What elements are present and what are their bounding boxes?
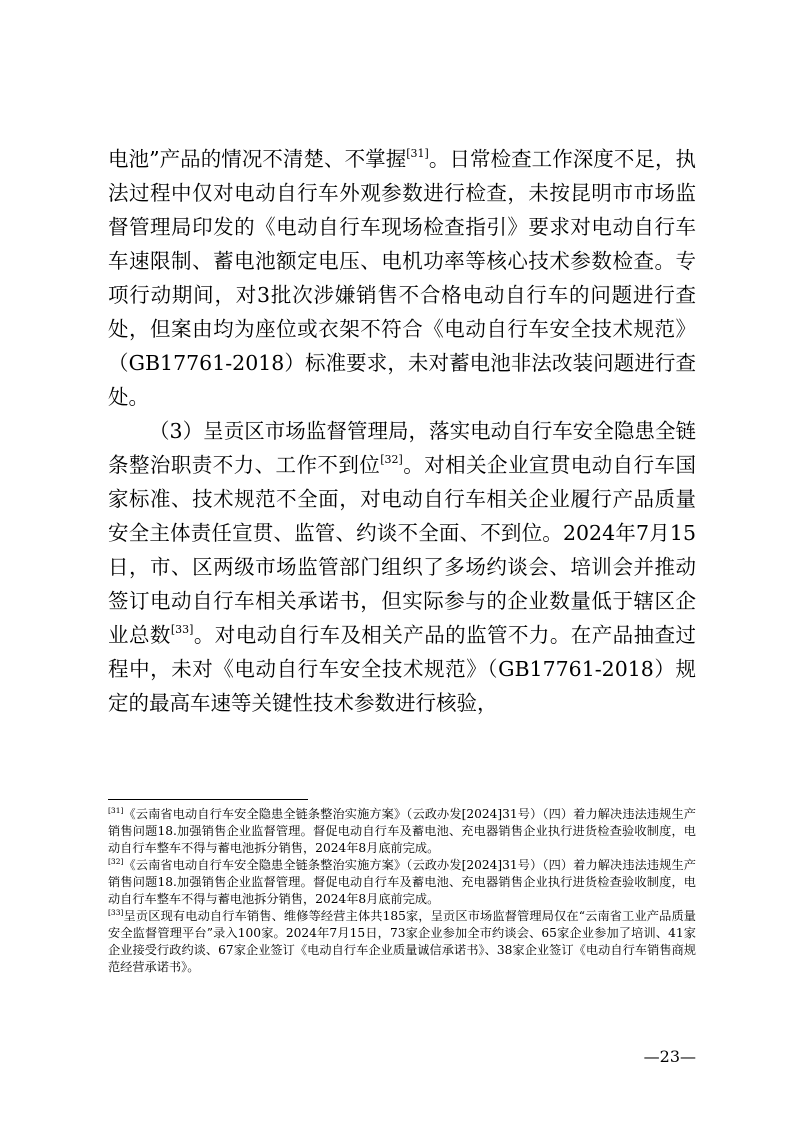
paragraph-text: 电池”产品的情况不清楚、不掌握	[108, 147, 407, 171]
footnote-text: 《云南省电动自行车安全隐患全链条整治实施方案》（云政办发[2024]31号）（四）着力解决违法违规生产销售问题18.加强销售企业监督管理。督促电动自行车及蓄电池、充电器销售企业执行进货检查验收制度，电动自行车整车不得与蓄电池拆分销售，2024年8月底前完成。	[108, 858, 696, 906]
body-text	[108, 142, 696, 720]
paragraph-text: （3）呈贡区市场监督管理局，落实电动自行车安全隐患全链条整治职责不力、工作不到位	[108, 419, 696, 477]
footnote	[108, 806, 696, 857]
footnote	[108, 857, 696, 908]
footnote	[108, 908, 696, 976]
paragraph	[108, 414, 696, 720]
footnotes	[108, 806, 696, 976]
footnote-divider	[108, 799, 308, 800]
paragraph-text: 。日常检查工作深度不足，执法过程中仅对电动自行车外观参数进行检查，未按昆明市市场监督管理局印发的《电动自行车现场检查指引》要求对电动自行车车速限制、蓄电池额定电压、电机功率等核心技术参数检查。专项行动期间，对3批次涉嫌销售不合格电动自行车的问题进行查处，但案由均为座位或衣架不符合《电动自行车安全技术规范》（GB17761-2018）标准要求，未对蓄电池非法改装问题进行查处。	[108, 147, 697, 409]
footnote-text: 《云南省电动自行车安全隐患全链条整治实施方案》（云政办发[2024]31号）（四）着力解决违法违规生产销售问题18.加强销售企业监督管理。督促电动自行车及蓄电池、充电器销售企业执行进货检查验收制度，电动自行车整车不得与蓄电池拆分销售，2024年8月底前完成。	[108, 807, 696, 855]
footnote-reference: [31]	[406, 147, 429, 160]
paragraph-text: 。对电动自行车及相关产品的监管不力。在产品抽查过程中，未对《电动自行车安全技术规范》（GB17761-2018）规定的最高车速等关键性技术参数进行核验，	[108, 623, 697, 715]
footnote-marker: [33]	[108, 908, 124, 917]
footnote-reference: [32]	[380, 453, 403, 466]
footnote-reference: [33]	[170, 623, 194, 636]
page-number: —23—	[643, 1047, 696, 1066]
footnote-marker: [32]	[108, 857, 124, 866]
paragraph-text: 。对相关企业宣贯电动自行车国家标准、技术规范不全面，对电动自行车相关企业履行产品质量安全主体责任宣贯、监管、约谈不全面、不到位。2024年7月15日，市、区两级市场监管部门组织了多场约谈会、培训会并推动签订电动自行车相关承诺书，但实际参与的企业数量低于辖区企业总数	[108, 453, 697, 647]
paragraph	[108, 142, 696, 414]
footnote-text: 呈贡区现有电动自行车销售、维修等经营主体共185家，呈贡区市场监督管理局仅在“云南省工业产品质量安全监督管理平台”录入100家。2024年7月15日，73家企业参加全市约谈会、65家企业参加了培训、41家企业接受行政约谈、67家企业签订《电动自行车企业质量诚信承诺书》、38家企业签订《电动自行车销售商规范经营承诺书》。	[108, 909, 696, 974]
footnote-marker: [31]	[108, 806, 124, 815]
